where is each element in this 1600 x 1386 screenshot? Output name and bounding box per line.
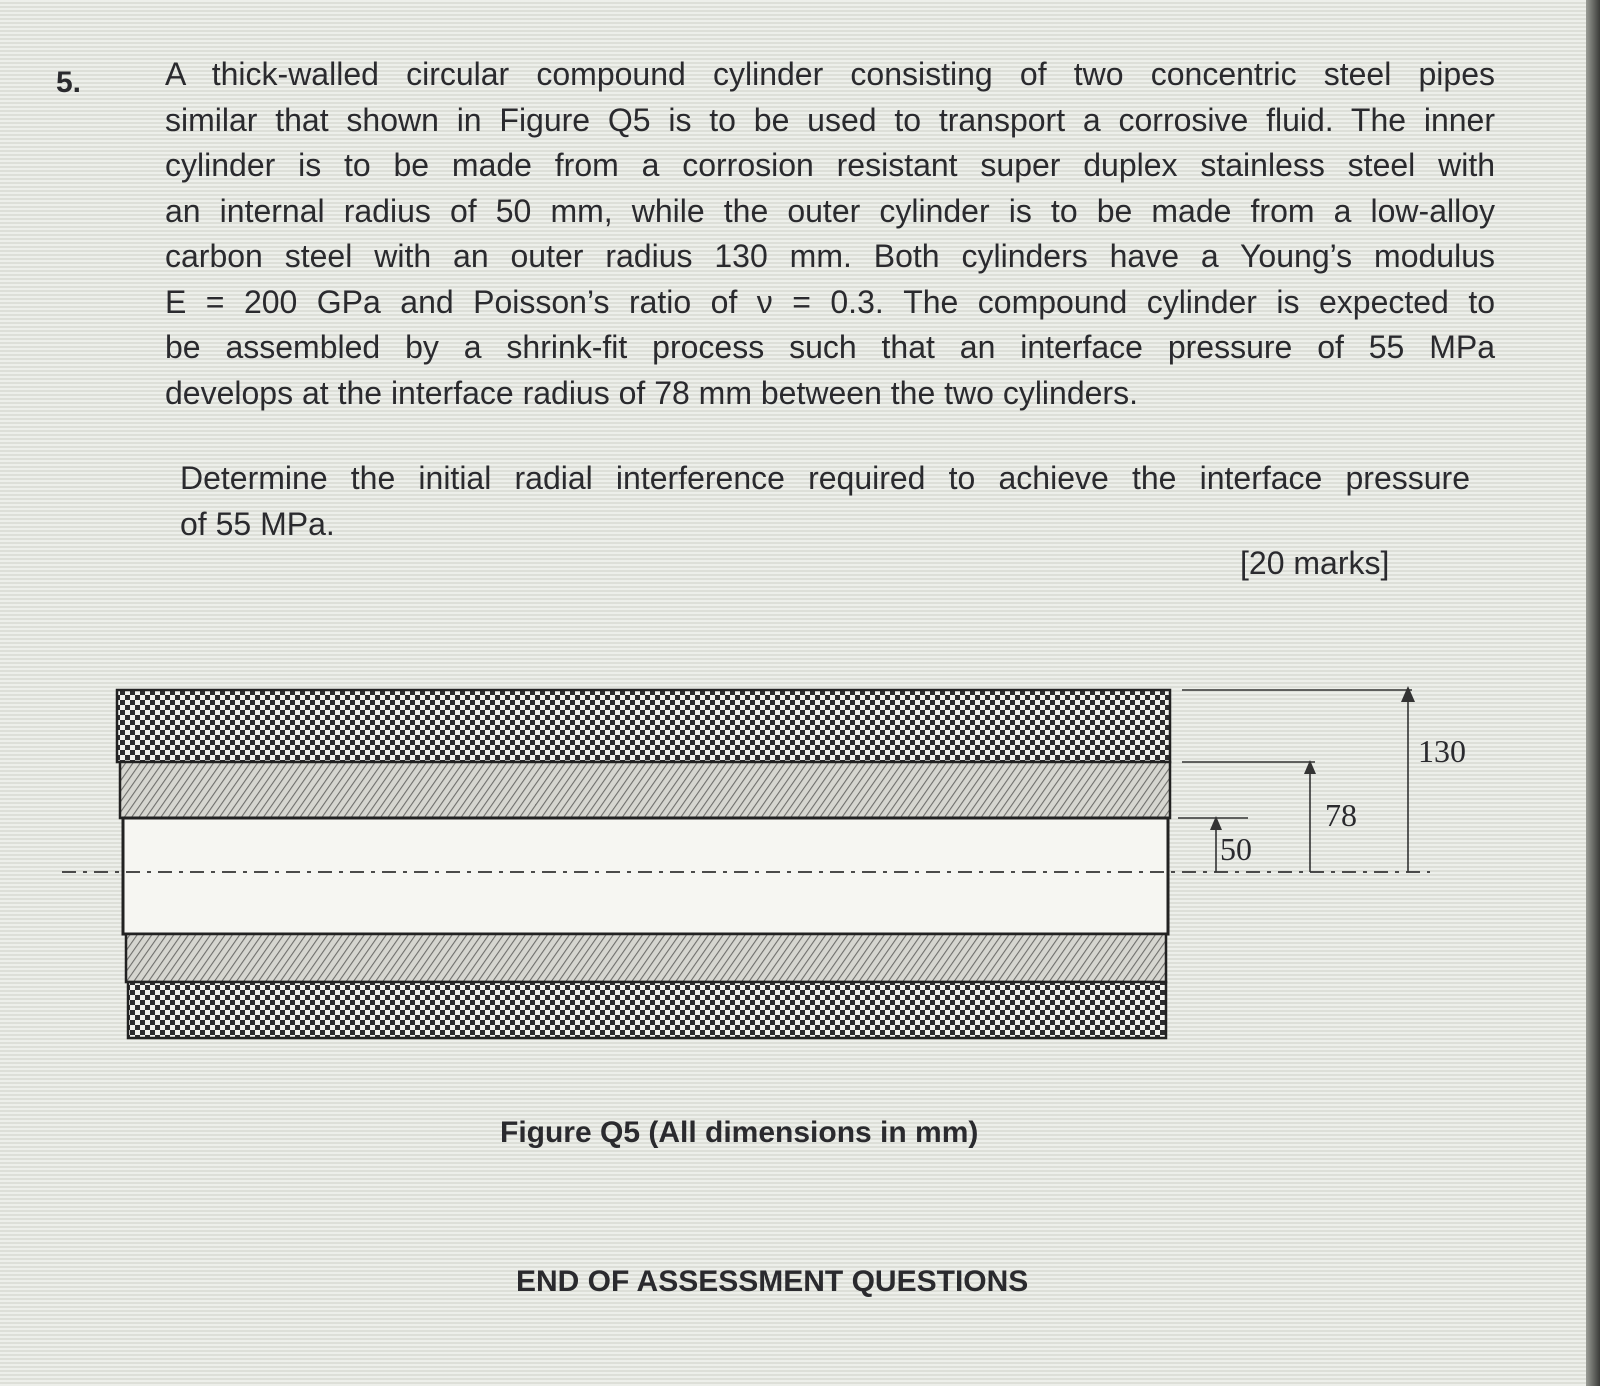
end-of-assessment-note: END OF ASSESSMENT QUESTIONS — [516, 1265, 1029, 1298]
arrowhead-icon — [1401, 686, 1415, 702]
marks-label: [20 marks] — [1240, 545, 1390, 581]
task-line: of 55 MPa. — [180, 506, 335, 542]
dimension-label-outer-radius: 130 — [1418, 733, 1466, 769]
paragraph-line: carbon steel with an outer radius 130 mm. Both cylinders have a Young’s modulus — [165, 238, 1495, 274]
dimension-label-inner-radius: 50 — [1220, 831, 1252, 867]
paragraph-line: E = 200 GPa and Poisson’s ratio of ν = 0.3. The compound cylinder is expected to — [165, 283, 1495, 320]
bore — [123, 818, 1168, 934]
figure-caption: Figure Q5 (All dimensions in mm) — [500, 1116, 979, 1149]
inner-cylinder-wall-top — [120, 762, 1170, 818]
paragraph-line: develops at the interface radius of 78 mm between the two cylinders. — [165, 374, 1138, 411]
task-line: Determine the initial radial interference required to achieve the interface pressure — [180, 460, 1470, 496]
inner-cylinder-wall-bottom — [126, 934, 1166, 982]
outer-cylinder-wall-top — [117, 690, 1170, 762]
paragraph-line: cylinder is to be made from a corrosion resistant super duplex stainless steel with — [165, 147, 1495, 183]
paragraph-line: similar that shown in Figure Q5 is to be used to transport a corrosive fluid. The inner — [165, 101, 1495, 138]
paragraph-line: A thick-walled circular compound cylinder consisting of two concentric steel pipes — [165, 56, 1495, 92]
question-number: 5. — [56, 66, 82, 99]
outer-cylinder-wall-bottom — [128, 982, 1166, 1038]
paragraph-line: be assembled by a shrink-fit process such that an interface pressure of 55 MPa — [165, 329, 1495, 365]
screen-edge — [1586, 0, 1600, 1386]
dimension-label-interface-radius: 78 — [1325, 797, 1357, 833]
paragraph-line: an internal radius of 50 mm, while the outer cylinder is to be made from a low-alloy — [165, 192, 1495, 229]
